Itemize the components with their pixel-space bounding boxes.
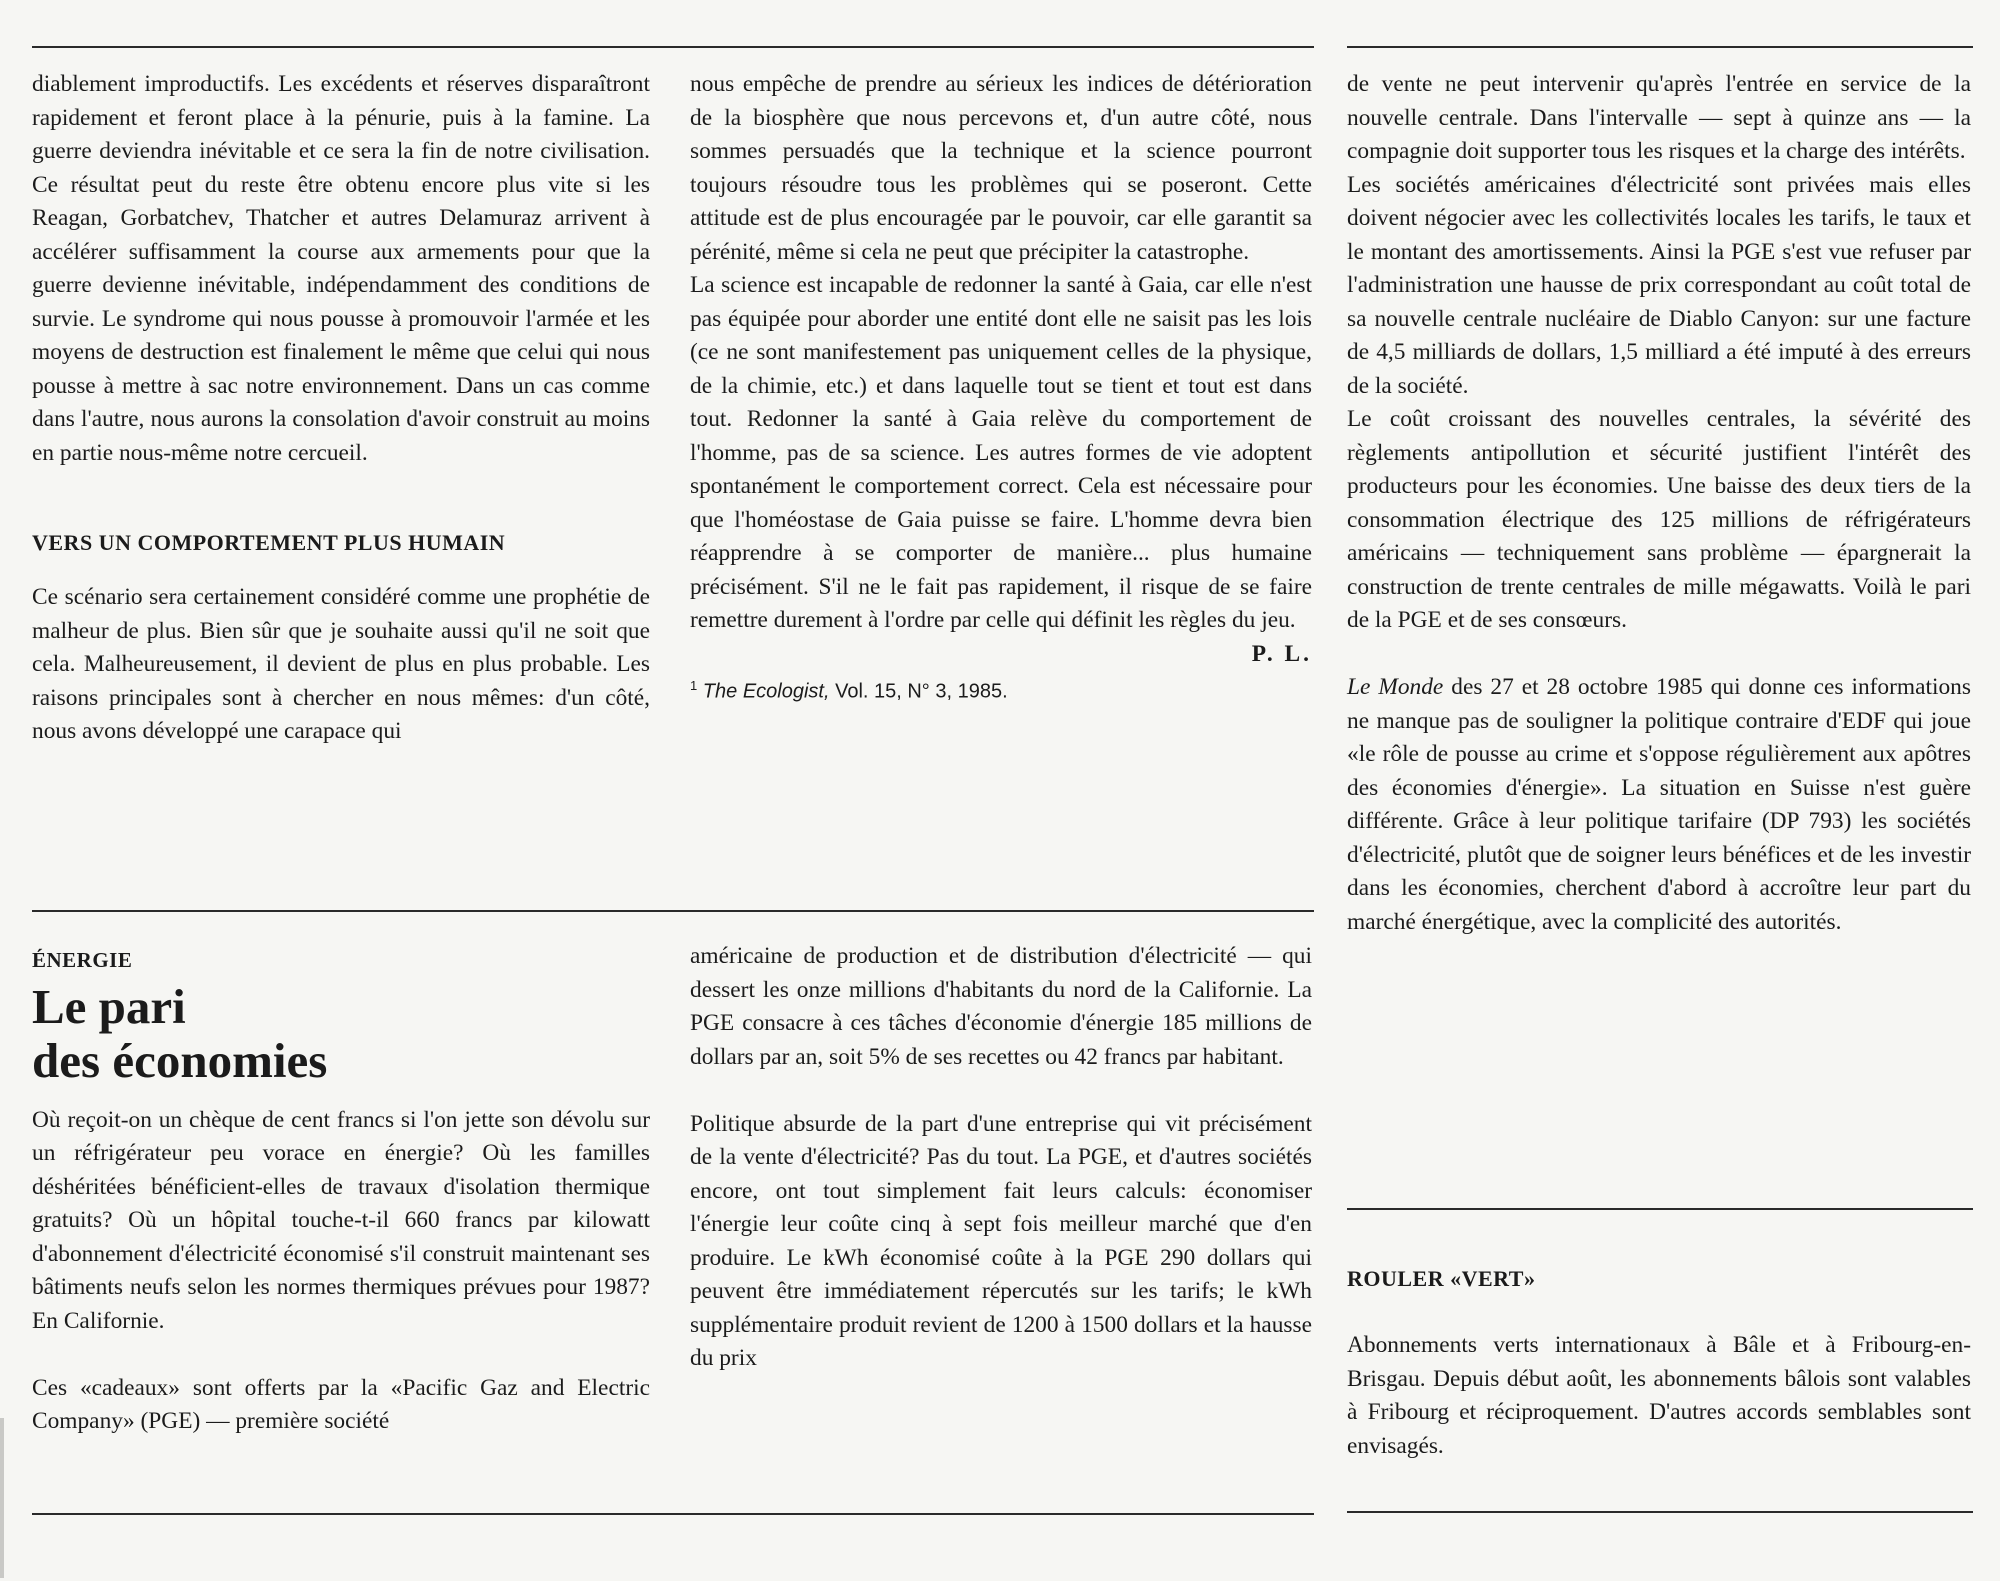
footnote — [690, 671, 1312, 707]
paragraph: nous empêche de prendre au sérieux les indices de détérioration de la biosphère que nous percevons et, d'un autre côté, nous sommes persuadés que la technique et la science pourront toujours résoudre tous les problèmes qui se poseront. Cette attitude est de plus encouragée par le pouvoir, car elle garantit sa pérénité, même si cela ne peut que précipiter la catastrophe. — [690, 71, 1312, 265]
top-article-column-2 — [690, 68, 1312, 707]
paragraph: Les sociétés américaines d'électricité sont privées mais elles doivent négocier avec les collectivités locales les tarifs, le taux et le montant des amortissements. Ainsi la PGE s'est vue refuser par l'administration une hausse de prix correspondant au coût total de sa nouvelle centrale nucléaire de Diablo Canyon: sur une facture de 4,5 milliards de dollars, 1,5 milliard a été imputé à des erreurs de la société. — [1347, 171, 1971, 399]
title-line-1: Le pari — [32, 978, 186, 1034]
right-rule-mid — [1347, 1208, 1973, 1210]
section-kicker: ÉNERGIE — [32, 948, 133, 972]
paragraph: Abonnements verts internationaux à Bâle et à Fribourg-en-Brisgau. Depuis début août, les abonnements bâlois sont valables à Fribourg et réciproquement. D'autres accords semblables sont envisagés. — [1347, 1332, 1971, 1459]
article-title — [32, 980, 650, 1088]
paragraph: La science est incapable de redonner la santé à Gaia, car elle n'est pas équipée pour aborder une entité dont elle ne saisit pas les lois (ce ne sont manifestement pas uniquement celles de la physique, de la chimie, etc.) et dans laquelle tout se tient et tout est dans tout. Redonner la santé à Gaia relève du comportement de l'homme, pas de sa science. Les autres formes de vie adoptent spontanément le comportement correct. Cela est nécessaire pour que l'homéostase de Gaia puisse se faire. L'homme devra bien réapprendre à se comporter de manière... plus humaine précisément. S'il ne le fait pas rapidement, il risque de se faire remettre durement à l'ordre par celle qui définit les règles du jeu. — [690, 272, 1312, 633]
paragraph: Où reçoit-on un chèque de cent francs si l'on jette son dévolu sur un réfrigérateur peu vorace en énergie? Où les familles déshéritées bénéficient-elles de travaux d'isolation thermique gratuits? Où un hôpital touche-t-il 660 francs par kilowatt d'abonnement d'électricité économisé s'il construit maintenant ses bâtiments neufs selon les normes thermiques prévues pour 1987? En Californie. — [32, 1106, 650, 1334]
paragraph: de vente ne peut intervenir qu'après l'entrée en service de la nouvelle centrale. Dans l'intervalle — sept à quinze ans — la compagnie doit supporter tous les risques et la charge des intérêts. — [1347, 71, 1971, 164]
energy-article-column-2 — [690, 940, 1312, 1376]
paragraph: Ces «cadeaux» sont offerts par la «Pacific Gaz and Electric Company» (PGE) — première société — [32, 1374, 650, 1434]
top-rule-right — [1347, 46, 1973, 48]
author-signature: P. L. — [1251, 640, 1312, 667]
top-article-column-1 — [32, 68, 650, 749]
energy-article-column-1 — [32, 944, 650, 1439]
paragraph: diablement improductifs. Les excédents et réserves disparaîtront rapidement et feront place à la pénurie, puis à la famine. La guerre deviendra inévitable et ce sera la fin de notre civilisation. Ce résultat peut du reste être obtenu encore plus vite si les Reagan, Gorbatchev, Thatcher et autres Delamuraz arrivent à accélérer suffisamment la course aux armements pour que la guerre devienne inévitable, indépendamment des conditions de survie. Le syndrome qui nous pousse à promouvoir l'armée et les moyens de destruction est finalement le même que celui qui nous pousse à mettre à sac notre environnement. Dans un cas comme dans l'autre, nous aurons la consolation d'avoir construit au moins en partie nous-même notre cercueil. — [32, 71, 650, 466]
paragraph: Ce scénario sera certainement considéré comme une prophétie de malheur de plus. Bien sûr que je souhaite aussi qu'il ne soit que cela. Malheureusement, il devient de plus en plus probable. Les raisons principales sont à chercher en nous mêmes: d'un côté, nous avons développé une carapace qui — [32, 584, 650, 744]
brief-article — [1347, 1262, 1971, 1463]
mid-rule — [32, 910, 1314, 912]
title-line-2: des économies — [32, 1032, 328, 1088]
bottom-rule-right — [1347, 1511, 1973, 1513]
paragraph: Le coût croissant des nouvelles centrales, la sévérité des règlements antipollution et sécurité justifient l'intérêt des producteurs pour les économies. Une baisse des deux tiers de la consommation électrique des 125 millions de réfrigérateurs américains — techniquement sans problème — épargnerait la construction de trente centrales de mille mégawatts. Voilà le pari de la PGE et de ses consœurs. — [1347, 406, 1971, 633]
paragraph: Politique absurde de la part d'une entreprise qui vit précisément de la vente d'électricité? Pas du tout. La PGE, et d'autres sociétés encore, ont tout simplement fait leurs calculs: économiser l'énergie leur coûte cinq à sept fois meilleur marché que d'en produire. Le kWh économisé coûte à la PGE 290 dollars qui peuvent être immédiatement répercutés sur les tarifs; le kWh supplémentaire produit revient de 1200 à 1500 dollars et la hausse du prix — [690, 1110, 1312, 1371]
page-edge-shadow — [0, 1418, 4, 1578]
brief-heading: ROULER «VERT» — [1347, 1266, 1536, 1291]
paragraph: américaine de production et de distribution d'électricité — qui dessert les onze millions d'habitants du nord de la Californie. La PGE consacre à ces tâches d'économie d'énergie 185 millions de dollars par an, soit 5% de ses recettes ou 42 francs par habitant. — [690, 943, 1312, 1070]
section-subheading: VERS UN COMPORTEMENT PLUS HUMAIN — [32, 529, 506, 555]
energy-article-column-3 — [1347, 68, 1971, 939]
footnote-details: Vol. 15, N° 3, 1985. — [829, 680, 1008, 703]
bottom-rule-left — [32, 1513, 1314, 1515]
footnote-mark: 1 — [690, 678, 698, 693]
footnote-source: The Ecologist, — [702, 680, 830, 703]
newspaper-name: Le Monde — [1347, 674, 1444, 700]
paragraph — [1347, 671, 1971, 939]
top-rule-left — [32, 46, 1314, 48]
paragraph-text: des 27 et 28 octobre 1985 qui donne ces informations ne manque pas de souligner la politique contraire d'EDF qui joue «le rôle de pousse au crime et s'oppose régulièrement aux apôtres des économies d'énergie». La situation en Suisse n'est guère différente. Grâce à leur politique tarifaire (DP 793) les sociétés d'électricité, plutôt que de soigner leurs bénéfices et de les investir dans les économies, cherchent d'abord à accroître leur part du marché énergétique, avec la complicité des autorités. — [1347, 674, 1971, 935]
